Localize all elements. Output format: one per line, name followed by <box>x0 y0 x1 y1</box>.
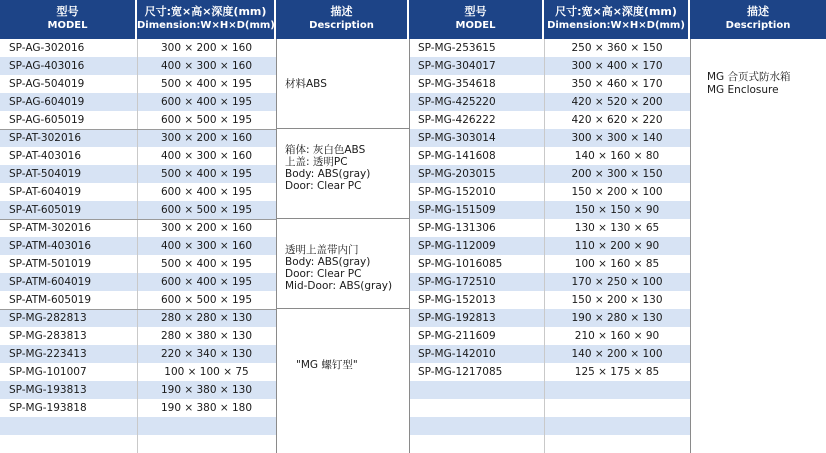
model-cell <box>409 417 544 435</box>
model-cell: SP-ATM-403016 <box>0 237 137 255</box>
dimension-cell: 190 × 380 × 130 <box>137 381 276 399</box>
description-line: Door: Clear PC <box>285 268 362 280</box>
model-cell <box>0 417 137 435</box>
header-dim-cn: 尺寸:宽×高×深度(mm) <box>555 5 677 18</box>
dimension-cell: 220 × 340 × 130 <box>137 345 276 363</box>
header-desc-en: Description <box>725 20 791 31</box>
model-cell: SP-MG-303014 <box>409 129 544 147</box>
dimension-cell: 600 × 500 × 195 <box>137 201 276 219</box>
model-cell: SP-MG-152010 <box>409 183 544 201</box>
model-cell: SP-ATM-501019 <box>0 255 137 273</box>
dimension-cell: 500 × 400 × 195 <box>137 165 276 183</box>
dimension-cell: 300 × 200 × 160 <box>137 219 276 237</box>
dimension-cell: 420 × 520 × 200 <box>544 93 690 111</box>
description-line: Body: ABS(gray) <box>285 168 371 180</box>
group-divider <box>0 129 276 130</box>
dimension-cell: 600 × 400 × 195 <box>137 273 276 291</box>
model-cell: SP-MG-192813 <box>409 309 544 327</box>
dimension-cell: 150 × 200 × 130 <box>544 291 690 309</box>
dimension-cell: 300 × 200 × 160 <box>137 129 276 147</box>
header-model-en: MODEL <box>47 20 88 31</box>
description-group-mg-screw <box>276 309 409 453</box>
model-cell: SP-MG-193818 <box>0 399 137 417</box>
model-cell: SP-MG-151509 <box>409 201 544 219</box>
dimension-cell: 280 × 280 × 130 <box>137 309 276 327</box>
dimension-cell <box>544 417 690 435</box>
model-cell: SP-MG-211609 <box>409 327 544 345</box>
model-cell: SP-MG-354618 <box>409 75 544 93</box>
model-cell: SP-MG-1217085 <box>409 363 544 381</box>
model-cell: SP-MG-282813 <box>0 309 137 327</box>
model-cell: SP-AT-604019 <box>0 183 137 201</box>
header-description-left <box>276 0 409 39</box>
dimension-cell: 420 × 620 × 220 <box>544 111 690 129</box>
dimension-cell: 400 × 300 × 160 <box>137 147 276 165</box>
model-cell: SP-AG-605019 <box>0 111 137 129</box>
dimension-cell: 300 × 300 × 140 <box>544 129 690 147</box>
dimension-cell: 150 × 150 × 90 <box>544 201 690 219</box>
model-cell: SP-ATM-302016 <box>0 219 137 237</box>
model-cell <box>409 399 544 417</box>
model-cell: SP-AG-504019 <box>0 75 137 93</box>
dimension-cell <box>544 399 690 417</box>
dimension-cell <box>137 417 276 435</box>
model-cell: SP-AG-604019 <box>0 93 137 111</box>
model-cell: SP-MG-193813 <box>0 381 137 399</box>
model-cell: SP-MG-304017 <box>409 57 544 75</box>
column-divider <box>409 39 410 453</box>
description-line: 箱体: 灰白色ABS <box>285 144 366 156</box>
dimension-cell: 350 × 460 × 170 <box>544 75 690 93</box>
dimension-cell: 600 × 400 × 195 <box>137 183 276 201</box>
dimension-cell: 200 × 300 × 150 <box>544 165 690 183</box>
model-cell: SP-AT-302016 <box>0 129 137 147</box>
model-cell: SP-MG-141608 <box>409 147 544 165</box>
model-cell <box>409 381 544 399</box>
dimension-cell: 500 × 400 × 195 <box>137 75 276 93</box>
description-line: Mid-Door: ABS(gray) <box>285 280 393 292</box>
header-model-right <box>409 0 544 39</box>
dimension-cell <box>137 435 276 453</box>
column-divider <box>690 39 691 453</box>
dimension-cell: 100 × 100 × 75 <box>137 363 276 381</box>
dimension-cell: 250 × 360 × 150 <box>544 39 690 57</box>
dimension-cell: 140 × 200 × 100 <box>544 345 690 363</box>
dimension-cell: 300 × 400 × 170 <box>544 57 690 75</box>
model-cell: SP-MG-425220 <box>409 93 544 111</box>
dimension-cell: 150 × 200 × 100 <box>544 183 690 201</box>
description-line: Door: Clear PC <box>285 180 362 192</box>
model-cell: SP-AT-403016 <box>0 147 137 165</box>
model-cell: SP-AT-605019 <box>0 201 137 219</box>
dimension-cell: 600 × 500 × 195 <box>137 111 276 129</box>
column-divider <box>276 39 277 453</box>
dimension-cell: 600 × 400 × 195 <box>137 93 276 111</box>
header-dim-en: Dimension:W×H×D(mm) <box>137 20 275 31</box>
dimension-cell: 600 × 500 × 195 <box>137 291 276 309</box>
header-model-cn: 型号 <box>464 5 487 18</box>
model-cell: SP-MG-426222 <box>409 111 544 129</box>
header-dim-cn: 尺寸:宽×高×深度(mm) <box>144 5 267 18</box>
description-line: MG Enclosure <box>707 84 779 96</box>
model-cell: SP-MG-131306 <box>409 219 544 237</box>
header-dimension-right <box>544 0 690 39</box>
group-divider <box>0 219 276 220</box>
header-model-cn: 型号 <box>56 5 79 18</box>
header-desc-cn: 描述 <box>747 5 769 18</box>
model-cell: SP-ATM-605019 <box>0 291 137 309</box>
dimension-cell: 300 × 200 × 160 <box>137 39 276 57</box>
left-description-column <box>276 39 409 453</box>
header-model-left <box>0 0 137 39</box>
model-cell: SP-MG-1016085 <box>409 255 544 273</box>
dimension-cell <box>544 435 690 453</box>
description-group-atm <box>276 219 409 309</box>
description-line: Body: ABS(gray) <box>285 256 371 268</box>
description-line: 透明上盖带内门 <box>285 244 359 256</box>
model-cell: SP-MG-283813 <box>0 327 137 345</box>
description-line: MG 合页式防水箱 <box>707 71 791 83</box>
description-line: "MG 螺钉型" <box>296 359 358 371</box>
header-dimension-left <box>137 0 276 39</box>
model-cell: SP-AG-403016 <box>0 57 137 75</box>
model-cell: SP-ATM-604019 <box>0 273 137 291</box>
column-divider <box>137 39 138 453</box>
dimension-cell: 210 × 160 × 90 <box>544 327 690 345</box>
model-cell: SP-AT-504019 <box>0 165 137 183</box>
model-cell: SP-MG-203015 <box>409 165 544 183</box>
dimension-cell: 130 × 130 × 65 <box>544 219 690 237</box>
dimension-cell: 170 × 250 × 100 <box>544 273 690 291</box>
dimension-cell: 125 × 175 × 85 <box>544 363 690 381</box>
dimension-cell: 140 × 160 × 80 <box>544 147 690 165</box>
dimension-cell: 190 × 380 × 180 <box>137 399 276 417</box>
model-cell: SP-MG-101007 <box>0 363 137 381</box>
model-cell: SP-MG-152013 <box>409 291 544 309</box>
dimension-cell: 100 × 160 × 85 <box>544 255 690 273</box>
header-dim-en: Dimension:W×H×D(mm) <box>547 20 685 31</box>
column-divider <box>544 39 545 453</box>
header-model-en: MODEL <box>455 20 496 31</box>
model-cell: SP-MG-112009 <box>409 237 544 255</box>
dimension-cell: 400 × 300 × 160 <box>137 57 276 75</box>
description-line: 材料ABS <box>285 78 327 90</box>
model-cell: SP-MG-253615 <box>409 39 544 57</box>
dimension-cell: 500 × 400 × 195 <box>137 255 276 273</box>
dimension-cell <box>544 381 690 399</box>
description-group-at <box>276 129 409 219</box>
header-desc-cn: 描述 <box>330 5 353 18</box>
group-divider <box>0 309 276 310</box>
header-description-right <box>690 0 826 39</box>
dimension-cell: 400 × 300 × 160 <box>137 237 276 255</box>
model-cell: SP-MG-172510 <box>409 273 544 291</box>
model-cell: SP-MG-223413 <box>0 345 137 363</box>
model-cell: SP-MG-142010 <box>409 345 544 363</box>
dimension-cell: 110 × 200 × 90 <box>544 237 690 255</box>
model-cell <box>0 435 137 453</box>
model-cell: SP-AG-302016 <box>0 39 137 57</box>
header-desc-en: Description <box>309 20 374 31</box>
dimension-cell: 280 × 380 × 130 <box>137 327 276 345</box>
right-description-column <box>690 39 826 453</box>
description-group-ag <box>276 39 409 129</box>
model-cell <box>409 435 544 453</box>
dimension-cell: 190 × 280 × 130 <box>544 309 690 327</box>
description-line: 上盖: 透明PC <box>285 156 348 168</box>
